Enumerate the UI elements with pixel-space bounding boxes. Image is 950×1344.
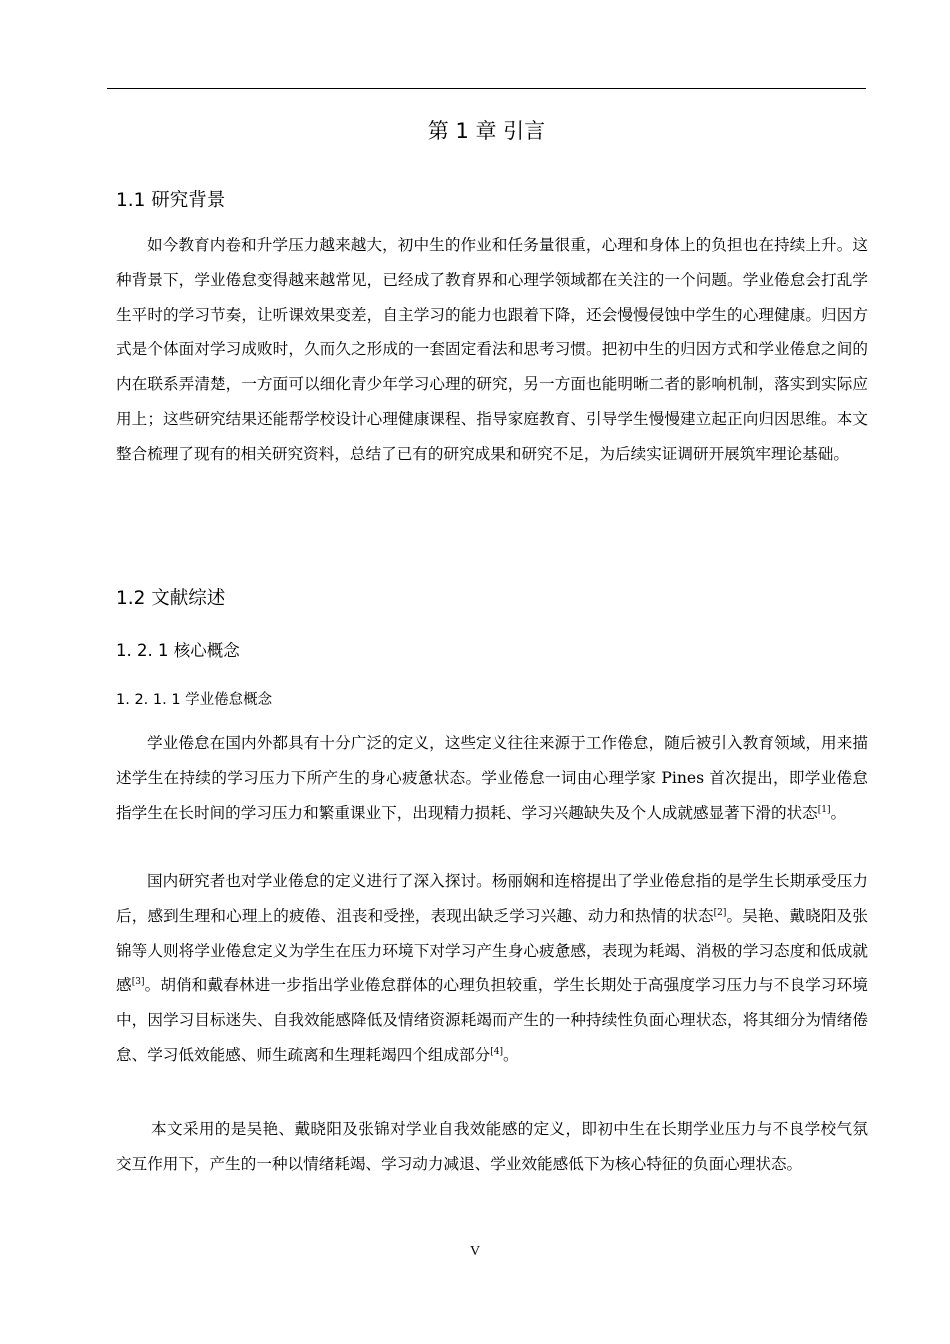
paragraph-text-3: 。胡俏和戴春林进一步指出学业倦怠群体的心理负担较重，学生长期处于高强度学习压力与不良学习环境中，因学习目标迷失、自我效能感降低及情绪资源耗竭而产生的一种持续性负面心理状态，将其细分为情绪倦怠、学习低效能感、师生疏离和生理耗竭四个组成部分 — [116, 976, 868, 1064]
paragraph-burnout-definition — [116, 726, 868, 830]
chapter-title: 第 1 章 引言 — [427, 119, 546, 143]
page-number: V — [469, 1244, 481, 1259]
paragraph-text-2: 。吴艳、戴晓阳及张锦等人则将学业倦怠定义为学生在压力环境下对学习产生身心疲惫感，表现为耗竭、消极的学习态度和低成就感 — [116, 906, 868, 995]
subsection-heading-1-2-1: 1. 2. 1 核心概念 — [116, 641, 240, 660]
citation-ref-1: [1] — [817, 804, 831, 815]
paragraph-domestic-research — [116, 864, 868, 1073]
subsubsection-heading-1-2-1-1: 1. 2. 1. 1 学业倦怠概念 — [116, 692, 273, 708]
header-rule — [107, 88, 866, 89]
paragraph-adopted-definition: 本文采用的是吴艳、戴晓阳及张锦对学业自我效能感的定义，即初中生在长期学业压力与不良学校气氛交互作用下，产生的一种以情绪耗竭、学习动力减退、学业效能感低下为核心特征的负面心理状态。 — [116, 1120, 868, 1173]
citation-ref-2: [2] — [713, 907, 727, 918]
paragraph-text: 学业倦怠在国内外都具有十分广泛的定义，这些定义往往来源于工作倦怠，随后被引入教育领域，用来描述学生在持续的学习压力下所产生的身心疲惫状态。学业倦怠一词由心理学家 Pines 首次提出，即学业倦怠指学生在长时间的学习压力和繁重课业下，出现精力损耗、学习兴趣缺失及个人成就感显著下滑的状态 — [116, 734, 868, 822]
paragraph-text-4: 。 — [503, 1045, 519, 1064]
paragraph-text-1: 国内研究者也对学业倦怠的定义进行了深入探讨。杨丽娴和连榕提出了学业倦怠指的是学生长期承受压力后，感到生理和心理上的疲倦、沮丧和受挫，表现出缺乏学习兴趣、动力和热情的状态 — [116, 872, 868, 925]
citation-ref-3: [3] — [131, 977, 145, 988]
paragraph-research-background: 如今教育内卷和升学压力越来越大，初中生的作业和任务量很重，心理和身体上的负担也在持续上升。这种背景下，学业倦怠变得越来越常见，已经成了教育界和心理学领域都在关注的一个问题。学业倦怠会打乱学生平时的学习节奏，让听课效果变差，自主学习的能力也跟着下降，还会慢慢侵蚀中学生的心理健康。归因方式是个体面对学习成败时，久而久之形成的一套固定看法和思考习惯。把初中生的归因方式和学业倦怠之间的内在联系弄清楚，一方面可以细化青少年学习心理的研究，另一方面也能明晰二者的影响机制，落实到实际应用上；这些研究结果还能帮学校设计心理健康课程、指导家庭教育、引导学生慢慢建立起正向归因思维。本文整合梳理了现有的相关研究资料，总结了已有的研究成果和研究不足，为后续实证调研开展筑牢理论基础。 — [116, 236, 868, 463]
citation-ref-4: [4] — [490, 1046, 504, 1057]
section-heading-1-2: 1.2 文献综述 — [116, 588, 226, 609]
section-heading-1-1: 1.1 研究背景 — [116, 190, 226, 211]
paragraph-end: 。 — [830, 803, 847, 822]
